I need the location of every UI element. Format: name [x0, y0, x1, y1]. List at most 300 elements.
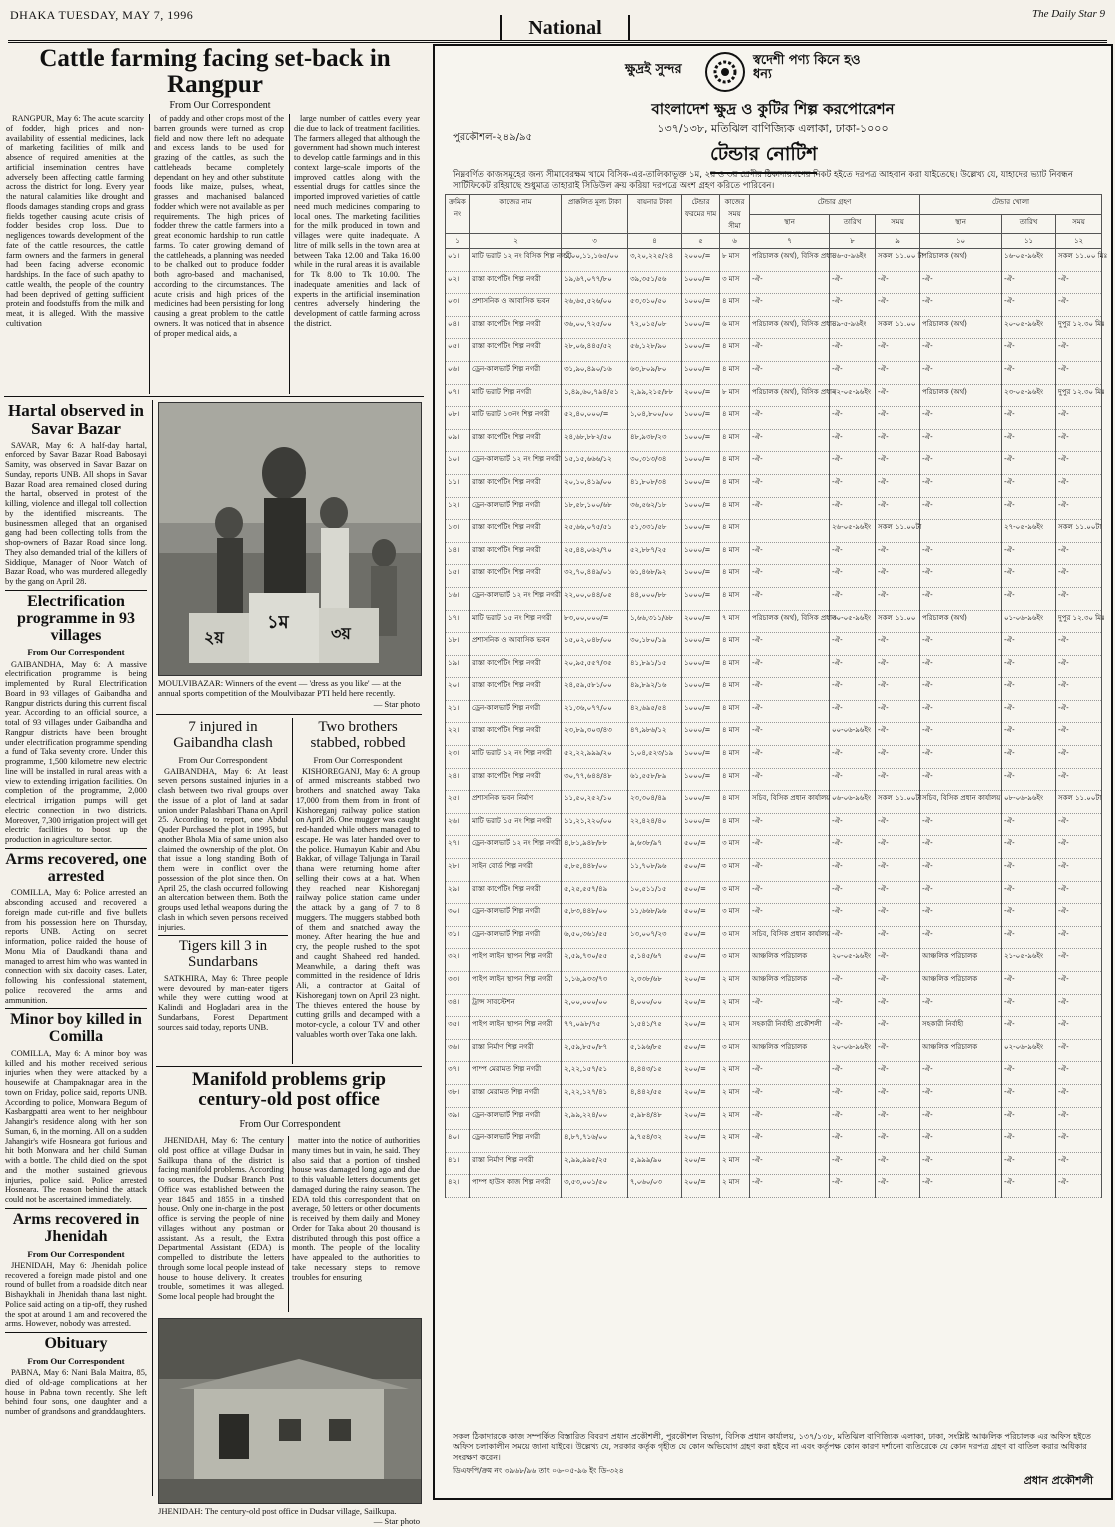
cell-date: ২০-০৬-৯৬ইং [830, 1039, 876, 1062]
cell-tm: -ঐ- [876, 429, 920, 452]
cell-oplace [920, 520, 1002, 543]
cell-odate: -ঐ- [1002, 497, 1056, 520]
cell-tm: -ঐ- [876, 384, 920, 407]
cell-name: ড্রেন-কালভার্ট শিল্প নগরী [470, 361, 562, 384]
cell-est: ২১,৩৬,০৭৭/০০ [562, 700, 628, 723]
cell-dep: ২২,৪২৪/৪০ [628, 813, 682, 836]
cell-date: -ঐ- [830, 1107, 876, 1130]
cell-est: ১৮,৫৮,১০০/৬৮ [562, 497, 628, 520]
cell-odate: -ঐ- [1002, 700, 1056, 723]
subheader-place: স্থান [920, 214, 1002, 234]
cell-otm: দুপুর ১২.৩০ মিঃ [1056, 316, 1102, 339]
cell-dep: ৫২,৮৮৭/২৫ [628, 542, 682, 565]
cell-oplace: -ঐ- [920, 1062, 1002, 1085]
header-open: টেন্ডার খোলা [920, 195, 1102, 215]
cell-otm: -ঐ- [1056, 881, 1102, 904]
cell-date: -ঐ- [830, 1084, 876, 1107]
cell-tm: সকল ১১.০০ টা [876, 249, 920, 272]
cell-sl: ০৭। [446, 384, 470, 407]
cell-odate: -ঐ- [1002, 1107, 1056, 1130]
cell-name: রাস্তা মেরামত শিল্প নগরী [470, 1084, 562, 1107]
tender-advertisement [428, 44, 1115, 1500]
table-row [446, 1084, 1102, 1107]
header-work: কাজের নাম [470, 195, 562, 234]
minor-headline: Minor boy killed in Comilla [5, 1008, 147, 1046]
cell-oplace: -ঐ- [920, 994, 1002, 1017]
cell-otm: -ঐ- [1056, 949, 1102, 972]
cell-place: -ঐ- [750, 497, 830, 520]
cell-form: ২০০/= [682, 1130, 720, 1153]
cell-time: ৪ মাস [720, 361, 750, 384]
cell-otm: -ঐ- [1056, 746, 1102, 769]
cell-est: ১৫,০২,০৪৮/০০ [562, 633, 628, 656]
cell-time: ৪ মাস [720, 452, 750, 475]
cell-form: ১০০০/= [682, 520, 720, 543]
cell-place: -ঐ- [750, 294, 830, 317]
lead-text-2: of paddy and other crops most of the barren grounds were turned as crop field and now there left no adequate and excess lands to be used for grazing of the cattles, as such the cattleheads became completely dependant on hey and other substitute foods like maize, pulses, wheat, grasses and machanised balanced fodder which were not available as per requirements. The high prices of fodder threw the cattle farmers into a great economic hardship to run cattle farms. To cater growing demand of the cattleheads, a planning was needed to be chalked out to produce fodder both agro-based and machanised, according to the circumstances. The acute crisis and high prices of the medicines had been persisting for long causing a great problem to the cattle owners. It was noticed that in absence of proper medical aids, a [154, 114, 284, 338]
cell-time: ৮ মাস [720, 249, 750, 272]
table-row [446, 1152, 1102, 1175]
sports-caption-credit: — Star photo [373, 698, 420, 709]
cell-otm: -ঐ- [1056, 1175, 1102, 1198]
cell-odate: -ঐ- [1002, 587, 1056, 610]
cell-odate: -ঐ- [1002, 881, 1056, 904]
cell-date: -ঐ- [830, 407, 876, 430]
cell-oplace: -ঐ- [920, 474, 1002, 497]
tender-intro: নিম্নবর্ণিত কাজসমূহের জন্য সীমাবেরক্ষম খামে বিসিক-এর-তালিকাভূক্ত ১ম, ২য় ও ৩য় শ্রেণীর ঠিকাদারগণের নিকট হইতে দরপত্র আহবান করা যাইতেছে। উল্লেখ্য যে, যাহাদের ভ্যাট নিবন্ধন সার্টিফিকেট রহিয়াছে শুধুমাত্র তাহারাই সিডিউল ক্রয় করিয়া দরপত্রে অংশ গ্রহণ করিতে পারিবেন। [453, 170, 1073, 192]
cell-form: ১০০০/= [682, 746, 720, 769]
cell-form: ১০০০/= [682, 678, 720, 701]
electrification-headline: Electrification programme in 93 villages [5, 590, 147, 644]
sports-caption-text: MOULVIBAZAR: Winners of the event — 'dress as you like' — at the annual sports competition of the Moulvibazar PTI held here recently. [158, 678, 402, 699]
header-estimate: প্রাক্কলিত মূল্য টাকা [562, 195, 628, 234]
column-rule [152, 400, 153, 1496]
column-number: ৮ [830, 234, 876, 249]
cell-place: -ঐ- [750, 1107, 830, 1130]
cell-sl: ২৫। [446, 791, 470, 814]
cell-sl: ৩৫। [446, 1017, 470, 1040]
cell-otm: -ঐ- [1056, 1107, 1102, 1130]
cell-tm: -ঐ- [876, 972, 920, 995]
cell-dep: ৯,৭৫৪/৩২ [628, 1130, 682, 1153]
cell-odate: -ঐ- [1002, 542, 1056, 565]
cell-name: রাস্তা নির্মাণ শিল্প নগরী [470, 1152, 562, 1175]
cell-date: ২২-০৫-৯৬ইং [830, 384, 876, 407]
cell-oplace: -ঐ- [920, 881, 1002, 904]
obituary-byline: From Our Correspondent [27, 1355, 125, 1366]
cell-place: -ঐ- [750, 678, 830, 701]
cell-oplace: -ঐ- [920, 655, 1002, 678]
cell-form: ২০০০/= [682, 384, 720, 407]
cell-oplace: পরিচালক (অর্থ) [920, 384, 1002, 407]
cell-odate: -ঐ- [1002, 1017, 1056, 1040]
tender-signature: প্রধান প্রকৌশলী [1023, 1474, 1093, 1487]
cell-est: ২,৯৯,৯৯৫/২৫ [562, 1152, 628, 1175]
obituary-text: PABNA, May 6: Nani Bala Maitra, 85, died of old-age complications at her house in Pabna town recently. She left behind four sons, one daughter and a number of grandsons and granddaughters. [5, 1368, 147, 1417]
cell-time: ২ মাস [720, 1017, 750, 1040]
cell-otm: -ঐ- [1056, 926, 1102, 949]
cell-name: মাটি ভরাট ১২ নং শিল্প নগরী [470, 746, 562, 769]
tender-memo: ডিএফপি/ক্রম নং ৩৯৬৮/৯৬ তাং ০৬-০৫-৯৬ ইং ডি-৩২৪ [453, 1466, 624, 1475]
cell-sl: ০৯। [446, 429, 470, 452]
cell-sl: ১১। [446, 474, 470, 497]
cell-name: রাস্তা কার্পেটিং শিল্প নগরী [470, 678, 562, 701]
cell-date: -ঐ- [830, 565, 876, 588]
brothers-headline: Two brothers stabbed, robbed [310, 719, 406, 751]
cell-form: ২০০/= [682, 972, 720, 995]
cell-name: ট্রান্স সাবস্টেশন [470, 994, 562, 1017]
cell-tm: -ঐ- [876, 813, 920, 836]
cell-est: ২,০০,০০০/০০ [562, 994, 628, 1017]
cell-sl: ১৮। [446, 633, 470, 656]
cell-name: প্রশাসনিক ভবন নির্মাণ [470, 791, 562, 814]
cell-otm: -ঐ- [1056, 633, 1102, 656]
column-rule [289, 114, 290, 394]
cell-place: -ঐ- [750, 723, 830, 746]
subheader-date: তারিখ [1002, 214, 1056, 234]
cell-sl: ০৫। [446, 339, 470, 362]
cell-oplace: -ঐ- [920, 271, 1002, 294]
cell-odate: ০৮-০৬-৯৬ইং [1002, 791, 1056, 814]
cell-name: রাস্তা কার্পেটিং শিল্প নগরী [470, 655, 562, 678]
cell-odate: -ঐ- [1002, 633, 1056, 656]
cell-form: ৫০০/= [682, 926, 720, 949]
cell-sl: ৪০। [446, 1130, 470, 1153]
cell-odate: -ঐ- [1002, 723, 1056, 746]
cell-name: ড্রেন-কালভার্ট শিল্প নগরী [470, 926, 562, 949]
injured-headline: 7 injured in Gaibandha clash [173, 719, 273, 751]
cell-dep: ৭,০৬০/০৩ [628, 1175, 682, 1198]
cell-tm: -ঐ- [876, 542, 920, 565]
cell-otm: -ঐ- [1056, 1130, 1102, 1153]
cell-est: ২,৫৯,৭৩০/৫৫ [562, 949, 628, 972]
cell-tm: -ঐ- [876, 1017, 920, 1040]
cell-time: ২ মাস [720, 1175, 750, 1198]
cell-form: ১০০০/= [682, 407, 720, 430]
cell-otm: -ঐ- [1056, 859, 1102, 882]
cell-odate: -ঐ- [1002, 1130, 1056, 1153]
cell-place: -ঐ- [750, 768, 830, 791]
cell-date: ১৬-৫-৯৬ইং [830, 249, 876, 272]
postoffice-caption-credit: — Star photo [373, 1516, 420, 1527]
cell-tm: -ঐ- [876, 1062, 920, 1085]
cell-oplace: -ঐ- [920, 723, 1002, 746]
cell-form: ২০০/= [682, 1062, 720, 1085]
cell-odate: -ঐ- [1002, 429, 1056, 452]
cell-place: -ঐ- [750, 700, 830, 723]
cell-form: ২০০/= [682, 1017, 720, 1040]
cell-date: -ঐ- [830, 836, 876, 859]
table-row [446, 249, 1102, 272]
section-title: National [500, 15, 630, 41]
cell-name: রাস্তা নির্মাণ শিল্প নগরী [470, 1039, 562, 1062]
cell-odate: ২৩-০৫-৯৬ইং [1002, 384, 1056, 407]
cell-oplace: আঞ্চলিক পরিচালক [920, 949, 1002, 972]
masthead-rule [8, 40, 1107, 43]
cell-tm: সকল ১১.০০ [876, 316, 920, 339]
news-columns [0, 44, 428, 1527]
cell-tm: -ঐ- [876, 633, 920, 656]
cell-date: -ঐ- [830, 1017, 876, 1040]
cell-otm: দুপুর ১২.৩০ মিঃ [1056, 610, 1102, 633]
cell-odate: -ঐ- [1002, 926, 1056, 949]
cell-form: ১০০০/= [682, 429, 720, 452]
cell-dep: ৩০,১৮০/১৯ [628, 633, 682, 656]
cell-oplace: -ঐ- [920, 1084, 1002, 1107]
cell-date: -ঐ- [830, 271, 876, 294]
cell-oplace: -ঐ- [920, 1152, 1002, 1175]
cell-sl: ৩১। [446, 926, 470, 949]
table-row [446, 836, 1102, 859]
cell-est: ১৫,১৫,৬৬৬/১২ [562, 452, 628, 475]
cell-time: ২ মাস [720, 1107, 750, 1130]
electrification-byline: From Our Correspondent [27, 647, 125, 658]
cell-dep: ৫,১৪৫/৬৭ [628, 949, 682, 972]
cell-time: ৩ মাস [720, 904, 750, 927]
cell-dep: ৪,৪৪৩/১৫ [628, 1062, 682, 1085]
table-row [446, 678, 1102, 701]
cell-time: ২ মাস [720, 1062, 750, 1085]
brothers-text: KISHOREGANJ, May 6: A group of armed miscreants stabbed two brothers and snatched away Taka 17,000 from them from in front of Kishoreganj railway police station on April 26. One mugger was caught red-handed while others managed to escape. He was later handed over to the police. Humayun Kabir and Abu Bakkar, of village Taljunga in Tarail thana were returning home after selling their cows at a hat. When they reached near Kishoreganj railway police station came under the attack by a gang of 7 to 8 muggers. The muggers stabbed both of them and snatched away the money. After hearing the hue and cry, the people rushed to the spot and caught Shaheed red handed. Meanwhile, a daring theft was committed in the residence of Idris Ali, a contractor at Gaital of Kishoreganj town on April 23 night. The thieves entered the house by cutting grills and decamped with a motor-cycle, a colour TV and other valuables worth over Taka one lakh. [296, 766, 420, 1039]
cell-time: ৪ মাস [720, 813, 750, 836]
subheader-time: সময় [876, 214, 920, 234]
cell-name: রাস্তা কার্পেটিং শিল্প নগরী [470, 565, 562, 588]
cell-sl: ৩৩। [446, 972, 470, 995]
cell-place: পরিচালক (অর্থ), বিসিক প্রধান [750, 384, 830, 407]
cell-tm: -ঐ- [876, 339, 920, 362]
cell-dep: ৪২,৬৯৫/৫৪ [628, 700, 682, 723]
cell-odate: -ঐ- [1002, 904, 1056, 927]
cell-form: ৫০০/= [682, 1039, 720, 1062]
column-rule [288, 1136, 289, 1312]
cell-dep: ৪৪,০০০/৮৮ [628, 587, 682, 610]
cell-date: -ঐ- [830, 859, 876, 882]
cell-dep: ১৩,০০৭/২৩ [628, 926, 682, 949]
cell-dep: ১,৬৬,৩১১/৬৮ [628, 610, 682, 633]
table-row [446, 1062, 1102, 1085]
cell-time: ৬ মাস [720, 316, 750, 339]
table-row [446, 791, 1102, 814]
cell-sl: ১২। [446, 497, 470, 520]
paper-page-tag: The Daily Star 9 [1031, 8, 1105, 20]
cell-time: ২ মাস [720, 972, 750, 995]
cell-est: ২৫,৪৪,০৬২/৭০ [562, 542, 628, 565]
column-rule [149, 114, 150, 394]
cell-otm: -ঐ- [1056, 655, 1102, 678]
cell-place: -ঐ- [750, 1062, 830, 1085]
tigers-headline: Tigers kill 3 in Sundarbans [158, 935, 288, 971]
cell-form: ১০০০/= [682, 452, 720, 475]
cell-est: ৪,৮১,৯৪৮/৮৮ [562, 836, 628, 859]
cell-oplace: -ঐ- [920, 904, 1002, 927]
cell-form: ১০০০/= [682, 294, 720, 317]
table-row [446, 565, 1102, 588]
cell-dep: ৫,৯৯৯/৯০ [628, 1152, 682, 1175]
cell-oplace: -ঐ- [920, 429, 1002, 452]
cell-dep: ১,০৪,৫২৩/১৯ [628, 746, 682, 769]
table-row [446, 723, 1102, 746]
table-row [446, 339, 1102, 362]
injured-byline: From Our Correspondent [178, 754, 268, 765]
cell-time: ৮ মাস [720, 384, 750, 407]
table-row [446, 904, 1102, 927]
cell-name: প্রশাসনিক ও আবাসিক ভবন [470, 633, 562, 656]
cell-form: ১০০০/= [682, 700, 720, 723]
cell-form: ১০০০/= [682, 339, 720, 362]
cell-dep: ৫৬,১২৮/৯০ [628, 339, 682, 362]
cell-oplace: পরিচালক (অর্থ) [920, 610, 1002, 633]
cell-otm: -ঐ- [1056, 271, 1102, 294]
cell-otm: -ঐ- [1056, 1084, 1102, 1107]
cell-odate: -ঐ- [1002, 452, 1056, 475]
tender-table-body [446, 249, 1108, 1198]
cell-otm: -ঐ- [1056, 768, 1102, 791]
table-row [446, 520, 1102, 543]
table-row [446, 655, 1102, 678]
cell-est: ২৪,৬৮,৮৮২/৫০ [562, 429, 628, 452]
brief-column [5, 400, 147, 1496]
table-row [446, 361, 1102, 384]
obituary-headline: Obituary [5, 1332, 147, 1353]
section-rule [156, 1066, 422, 1067]
cell-place: -ঐ- [750, 859, 830, 882]
cell-oplace: -ঐ- [920, 361, 1002, 384]
electrification-text: GAIBANDHA, May 6: A massive electrification programme is being implemented by Rural Electrification Board in 93 villages of Gaibandha and Rangpur districts during this current fiscal year. According to an official source, a total of 93 villages under Gaibandha and Rangpur districts have been brought under electrification programme spending a fund of Taka seventy crore. Under this programme, 1,500 kilometre new electric line will be installed in rural areas with a view to extending irrigation facilities. On completion of the programme, 2,000 electrical irrigation pumps will get electric connection in two districts. Moreover, 7,300 irrigation project will get electric facilities to boost up the production in agriculture sector. [5, 659, 147, 845]
cell-time: ৩ মাস [720, 859, 750, 882]
cell-otm: -ঐ- [1056, 294, 1102, 317]
cell-form: ৫০০/= [682, 836, 720, 859]
cell-odate: -ঐ- [1002, 859, 1056, 882]
lead-column-2 [154, 114, 284, 394]
cell-est: ১৯,৬৭,০৭৭/৮০ [562, 271, 628, 294]
cell-odate: -ঐ- [1002, 1084, 1056, 1107]
cell-date: -ঐ- [830, 429, 876, 452]
cell-odate: -ঐ- [1002, 1152, 1056, 1175]
cell-otm: -ঐ- [1056, 1152, 1102, 1175]
table-row [446, 497, 1102, 520]
cell-oplace: -ঐ- [920, 1175, 1002, 1198]
cell-tm: -ঐ- [876, 655, 920, 678]
cell-est: ১,০০,১১,১৬৫/০০ [562, 249, 628, 272]
cell-dep: ৪৮,৯৩৮/২৩ [628, 429, 682, 452]
cell-place: -ঐ- [750, 339, 830, 362]
cell-est: ২,২২,১২৭/৪১ [562, 1084, 628, 1107]
cell-date: -ঐ- [830, 655, 876, 678]
cell-name: রাস্তা কার্পেটিং শিল্প নগরী [470, 542, 562, 565]
cell-est: ৩০,৭৭,৬৪৪/৪৮ [562, 768, 628, 791]
cell-sl: ০৬। [446, 361, 470, 384]
cell-dep: ৪,০০০/০০ [628, 994, 682, 1017]
cell-name: রাস্তা কার্পেটিং শিল্প নগরী [470, 520, 562, 543]
cell-place: -ঐ- [750, 746, 830, 769]
cell-form: ৫০০/= [682, 904, 720, 927]
postoffice-column-2 [292, 1136, 420, 1314]
cell-est: ৫,২৫,৫৫৭/৪৯ [562, 881, 628, 904]
cell-form: ১০০০/= [682, 474, 720, 497]
cell-odate: -ঐ- [1002, 407, 1056, 430]
cell-place: পরিচালক (অর্থ), বিসিক প্রধান [750, 316, 830, 339]
cell-tm: সকল ১১.০০টা [876, 520, 920, 543]
cell-form: ৫০০/= [682, 859, 720, 882]
cell-date: ০০-০৬-৯৬ইং [830, 723, 876, 746]
cell-sl: ১৪। [446, 542, 470, 565]
cell-time: ৪ মাস [720, 587, 750, 610]
cell-est: ২৩,৮৯,৩০৩/৪৩ [562, 723, 628, 746]
cell-oplace: সহকারী নির্বাহী [920, 1017, 1002, 1040]
cell-place: আঞ্চলিক পরিচালক [750, 1039, 830, 1062]
cell-time: ২ মাস [720, 1130, 750, 1153]
cell-odate: -ঐ- [1002, 565, 1056, 588]
cell-dep: ৪,৪৪২/৫৫ [628, 1084, 682, 1107]
cell-time: ৩ মাস [720, 926, 750, 949]
cell-otm: -ঐ- [1056, 972, 1102, 995]
cell-tm: -ঐ- [876, 294, 920, 317]
cell-name: ড্রেন-কালভার্ট শিল্প নগরী [470, 1130, 562, 1153]
slogan-left: ক্ষুদ্রই সুন্দর [625, 62, 682, 77]
cell-otm: -ঐ- [1056, 565, 1102, 588]
cell-form: ৫০০/= [682, 881, 720, 904]
cell-oplace: পরিচালক (অর্থ) [920, 249, 1002, 272]
cell-odate: -ঐ- [1002, 994, 1056, 1017]
table-row [446, 700, 1102, 723]
cell-sl: ০১। [446, 249, 470, 272]
cell-tm: -ঐ- [876, 497, 920, 520]
cell-time: ৪ মাস [720, 520, 750, 543]
cell-place: সচিব, বিসিক প্রধান কার্যালয় [750, 926, 830, 949]
cell-form: ১০০০/= [682, 791, 720, 814]
cell-dep: ৩,২০,২২৫/২৪ [628, 249, 682, 272]
cell-time: ৪ মাস [720, 700, 750, 723]
cell-form: ১০০০/= [682, 813, 720, 836]
column-number: ৭ [750, 234, 830, 249]
cell-tm: -ঐ- [876, 949, 920, 972]
table-row [446, 271, 1102, 294]
column-number: ২ [470, 234, 562, 249]
cell-otm: -ঐ- [1056, 429, 1102, 452]
arms2-text: JHENIDAH, May 6: Jhenidah police recovered a foreign made pistol and one round of bullet from a roadside ditch near Bishaykhali in Jhenidah thana last night. Police said acting on a tip-off, they rushed the spot at around 1 am and recovered the arms. However, nobody was arrested. [5, 1260, 147, 1329]
cell-dep: ২৩,৩০৪/৪৯ [628, 791, 682, 814]
cell-est: ৮৩,০০,০০০/= [562, 610, 628, 633]
table-row [446, 542, 1102, 565]
cell-date: -ঐ- [830, 361, 876, 384]
cell-date: -ঐ- [830, 497, 876, 520]
cell-odate: -ঐ- [1002, 746, 1056, 769]
cell-form: ১০০০/= [682, 497, 720, 520]
cell-name: পাইপ লাইন স্থাপন শিল্প নগরী [470, 949, 562, 972]
cell-tm: -ঐ- [876, 1130, 920, 1153]
cell-dep: ১১,৬৬৮/৯৬ [628, 904, 682, 927]
cell-otm: সকল ১১.০০টা [1056, 520, 1102, 543]
cell-form: ২০০/= [682, 1175, 720, 1198]
cell-sl: ১৫। [446, 565, 470, 588]
podium-label-first: ১ম [267, 612, 289, 633]
postoffice-photo-image [159, 1319, 421, 1503]
cell-tm: -ঐ- [876, 881, 920, 904]
postoffice-caption-text: JHENIDAH: The century-old post office in Dudsar village, Sailkupa. [158, 1506, 397, 1516]
table-row [446, 610, 1102, 633]
cell-sl: ০৮। [446, 407, 470, 430]
postoffice-column-1 [158, 1136, 284, 1314]
cell-otm: -ঐ- [1056, 542, 1102, 565]
cell-place: -ঐ- [750, 474, 830, 497]
cell-date: -ঐ- [830, 904, 876, 927]
cell-sl: ২৩। [446, 746, 470, 769]
cell-place: -ঐ- [750, 429, 830, 452]
cell-odate: -ঐ- [1002, 972, 1056, 995]
cell-oplace: -ঐ- [920, 836, 1002, 859]
cell-sl: ০২। [446, 271, 470, 294]
tender-footer-note: সকল ঠিকাদারকে কাজ সম্পর্কিত বিস্তারিত বিবরণ প্রধান প্রকৌশলী, পুরকৌশল বিভাগ, বিসিক প্রধান কার্যালয়, ১৩৭/১৩৮, মতিঝিল বাণিজ্যিক এলাকা, ঢাকা, সংশ্লিষ্ট আঞ্চলিক পরিচালক এর অফিস হইতে অফিস চলাকালীন সময়ে জানা যাইবে। উল্লেখ্য যে, সরকার কর্তৃক গৃহীত যে কোন অভিযোগ গ্রহণ করা হইবে না এবং কর্তৃপক্ষ কোন কারণ দর্শানো ব্যতিরেকে যে কোন দরপত্র গ্রহণ বা বাতিল করার অধিকার সংরক্ষণ করেন। [453, 1432, 1091, 1462]
